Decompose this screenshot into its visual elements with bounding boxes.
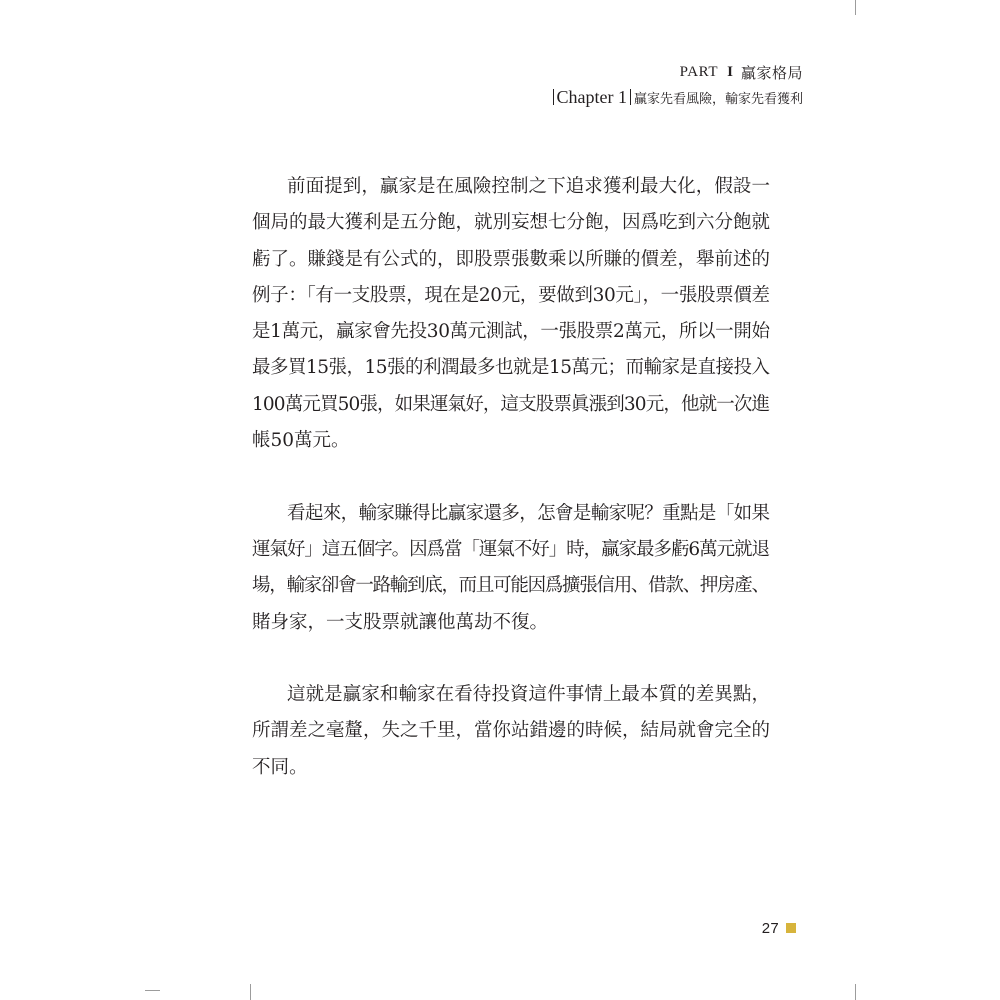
text-line: 最多買15張，15張的利潤最多也就是15萬元；而輸家是直接投入: [252, 357, 770, 379]
text-line: 是1萬元，贏家會先投30萬元測試，一張股票2萬元，所以一開始: [252, 321, 770, 343]
text-line: 看起來，輸家賺得比贏家還多，怎會是輸家呢？重點是「如果: [287, 502, 770, 524]
text-line: 運氣好」這五個字。因爲當「運氣不好」時，贏家最多虧6萬元就退: [252, 538, 769, 560]
crop-mark: [250, 984, 251, 1000]
part-heading: [403, 60, 803, 84]
chapter-label: Chapter 1: [556, 86, 627, 107]
text-line: 個局的最大獲利是五分飽，就別妄想七分飽，因爲吃到六分飽就: [252, 212, 770, 234]
text-line: 場，輸家卻會一路輸到底，而且可能因爲擴張信用、借款、押房產、: [252, 575, 769, 597]
text-line: 虧了。賺錢是有公式的，即股票張數乘以所賺的價差，舉前述的: [252, 248, 770, 270]
part-numeral: I: [727, 63, 733, 80]
text-line: 例子：「有一支股票，現在是20元，要做到30元」，一張股票價差: [252, 284, 770, 306]
text-line: 100萬元買50張，如果運氣好，這支股票眞漲到30元，他就一次進: [252, 393, 770, 415]
text-line: 帳50萬元。: [252, 430, 350, 452]
chapter-divider: [553, 89, 554, 105]
paragraph: [252, 169, 770, 459]
chapter-divider: [630, 89, 631, 105]
paragraph: [252, 677, 770, 786]
crop-mark: [855, 0, 856, 15]
text-line: 所謂差之毫釐，失之千里，當你站錯邊的時候，結局就會完全的: [252, 720, 770, 742]
paragraph: [252, 496, 770, 641]
text-line: 這就是贏家和輸家在看待投資這件事情上最本質的差異點，: [287, 684, 771, 706]
accent-square: [786, 923, 796, 933]
part-label: PART: [679, 63, 719, 80]
text-line: 前面提到，贏家是在風險控制之下追求獲利最大化，假設一: [287, 176, 771, 197]
text-line: 賭身家，一支股票就讓他萬劫不復。: [252, 611, 549, 633]
chapter-heading: [403, 86, 803, 108]
chapter-title: 贏家先看風險，輸家先看獲利: [633, 91, 803, 107]
page-number: 27: [761, 919, 779, 937]
running-head: [403, 60, 803, 108]
part-title: 贏家格局: [740, 63, 803, 82]
folio: [762, 918, 796, 938]
crop-mark: [855, 984, 856, 1000]
body-text: [252, 169, 770, 822]
text-line: 不同。: [252, 756, 308, 778]
crop-mark: [145, 990, 160, 991]
